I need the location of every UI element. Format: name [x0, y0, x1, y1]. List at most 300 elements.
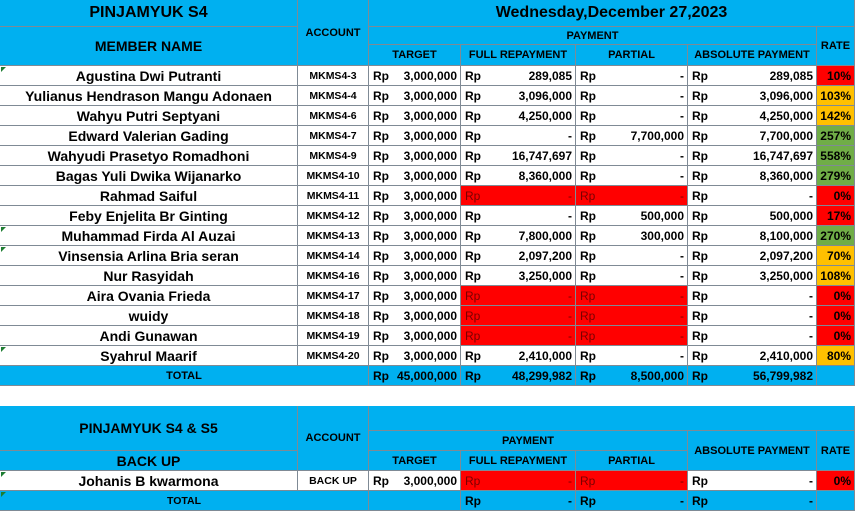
currency-symbol: Rp [373, 208, 389, 223]
backup-sheet-title [0, 406, 298, 451]
backup-total-label [0, 491, 369, 511]
currency-symbol: Rp [580, 208, 596, 223]
currency-symbol: Rp [465, 348, 481, 363]
account-id[interactable] [298, 306, 369, 326]
target-amount[interactable] [369, 326, 461, 346]
currency-symbol: Rp [580, 248, 596, 263]
currency-symbol: Rp [373, 68, 389, 83]
full-repayment-amount[interactable] [461, 226, 576, 246]
cell-comment-marker [1, 227, 6, 232]
currency-symbol: Rp [580, 188, 596, 203]
member-name-text: Rahmad Saiful [99, 187, 198, 204]
amount-value: 48,299,982 [511, 368, 572, 383]
rate-value[interactable] [817, 326, 855, 346]
member-name[interactable] [0, 186, 298, 206]
full-repayment-amount[interactable] [461, 326, 576, 346]
account-id[interactable] [298, 146, 369, 166]
backup-header-band [369, 406, 855, 431]
account-id-text: MKMS4-13 [306, 229, 360, 242]
member-name-text: Feby Enjelita Br Ginting [69, 207, 228, 224]
currency-symbol: Rp [373, 168, 389, 183]
rate-value-text: 279% [820, 168, 851, 183]
rate-value-text: 142% [820, 108, 851, 123]
sheet-title [0, 0, 298, 27]
member-name[interactable] [0, 346, 298, 366]
rate-value-text: 0% [833, 308, 851, 323]
currency-symbol: Rp [580, 348, 596, 363]
rate-value[interactable] [817, 226, 855, 246]
currency-symbol: Rp [692, 148, 708, 163]
account-id-text: MKMS4-10 [306, 169, 360, 182]
account-id-text: MKMS4-11 [306, 189, 360, 202]
currency-symbol: Rp [373, 248, 389, 263]
currency-symbol: Rp [580, 308, 596, 323]
backup-partial-amount[interactable] [576, 471, 688, 491]
currency-symbol: Rp [373, 308, 389, 323]
rate-value[interactable] [817, 166, 855, 186]
account-id[interactable] [298, 286, 369, 306]
member-name-text: Wahyu Putri Septyani [76, 107, 221, 124]
absolute-payment-amount[interactable] [688, 186, 817, 206]
member-name[interactable] [0, 326, 298, 346]
cell-comment-marker [1, 67, 6, 72]
currency-symbol: Rp [580, 108, 596, 123]
member-name-text: Yulianus Hendrason Mangu Adonaen [25, 87, 272, 104]
amount-value: - [568, 328, 572, 343]
currency-symbol: Rp [465, 248, 481, 263]
amount-value: 3,000,000 [403, 148, 457, 163]
member-name-header-text: MEMBER NAME [94, 38, 203, 54]
absolute-payment-header [688, 45, 817, 66]
currency-symbol: Rp [692, 288, 708, 303]
partial-amount[interactable] [576, 246, 688, 266]
target-amount[interactable] [369, 286, 461, 306]
amount-value: - [680, 328, 684, 343]
partial-amount[interactable] [576, 86, 688, 106]
amount-value: 289,085 [769, 68, 813, 83]
full-repayment-amount[interactable] [461, 346, 576, 366]
amount-value: 8,500,000 [630, 368, 684, 383]
rate-value[interactable] [817, 206, 855, 226]
member-name[interactable] [0, 206, 298, 226]
account-id-text: MKMS4-20 [306, 349, 360, 362]
account-id-text: MKMS4-17 [306, 289, 360, 302]
amount-value: - [568, 128, 572, 143]
amount-value: 8,100,000 [759, 228, 813, 243]
member-name[interactable] [0, 286, 298, 306]
rate-header-text: RATE [820, 40, 851, 52]
rate-value-text: 108% [820, 268, 851, 283]
currency-symbol: Rp [580, 128, 596, 143]
absolute-payment-amount[interactable] [688, 326, 817, 346]
account-id-text: MKMS4-3 [309, 69, 357, 82]
rate-value-text: 558% [820, 148, 851, 163]
currency-symbol: Rp [465, 108, 481, 123]
amount-value: 3,000,000 [403, 208, 457, 223]
currency-symbol: Rp [692, 248, 708, 263]
partial-amount[interactable] [576, 326, 688, 346]
report-date [369, 0, 855, 27]
amount-value: - [680, 88, 684, 103]
target-amount[interactable] [369, 346, 461, 366]
amount-value: - [568, 288, 572, 303]
full-repayment-amount[interactable] [461, 246, 576, 266]
currency-symbol: Rp [692, 228, 708, 243]
rate-value[interactable] [817, 66, 855, 86]
account-id-text: MKMS4-9 [309, 149, 357, 162]
member-name-text: Aira Ovania Frieda [86, 287, 211, 304]
currency-symbol: Rp [373, 288, 389, 303]
partial-amount[interactable] [576, 286, 688, 306]
target-amount[interactable] [369, 306, 461, 326]
currency-symbol: Rp [465, 288, 481, 303]
currency-symbol: Rp [692, 368, 708, 383]
rate-value[interactable] [817, 86, 855, 106]
full-repayment-amount[interactable] [461, 266, 576, 286]
amount-value: - [568, 188, 572, 203]
partial-header [576, 45, 688, 66]
backup-total-absolute-payment[interactable] [688, 491, 817, 511]
backup-account-header-text: ACCOUNT [305, 432, 361, 444]
amount-value: 2,097,200 [759, 248, 813, 263]
member-name[interactable] [0, 66, 298, 86]
member-name-text: Wahyudi Prasetyo Romadhoni [47, 147, 250, 164]
currency-symbol: Rp [692, 128, 708, 143]
currency-symbol: Rp [465, 188, 481, 203]
rate-value-text: 17% [826, 208, 851, 223]
amount-value: - [680, 108, 684, 123]
full-repayment-amount[interactable] [461, 126, 576, 146]
currency-symbol: Rp [692, 208, 708, 223]
amount-value: - [568, 308, 572, 323]
rate-value-text: 0% [833, 288, 851, 303]
target-amount[interactable] [369, 86, 461, 106]
target-amount[interactable] [369, 166, 461, 186]
payment-header-text: PAYMENT [566, 29, 619, 42]
full-repayment-amount[interactable] [461, 306, 576, 326]
member-name-header [0, 27, 298, 66]
absolute-payment-amount[interactable] [688, 286, 817, 306]
rate-value[interactable] [817, 106, 855, 126]
target-amount[interactable] [369, 186, 461, 206]
rate-value[interactable] [817, 146, 855, 166]
amount-value: 3,000,000 [403, 228, 457, 243]
full-repayment-header [461, 45, 576, 66]
currency-symbol: Rp [373, 108, 389, 123]
target-amount[interactable] [369, 266, 461, 286]
partial-amount[interactable] [576, 266, 688, 286]
absolute-payment-amount[interactable] [688, 166, 817, 186]
currency-symbol: Rp [373, 348, 389, 363]
rate-value-text: 10% [826, 68, 851, 83]
account-id-text: MKMS4-6 [309, 109, 357, 122]
member-name-text: Muhammad Firda Al Auzai [61, 227, 236, 244]
amount-value: - [809, 308, 813, 323]
total-target[interactable] [369, 366, 461, 386]
currency-symbol: Rp [373, 128, 389, 143]
backup-absolute-payment-amount[interactable] [688, 471, 817, 491]
amount-value: - [680, 493, 684, 508]
absolute-payment-amount[interactable] [688, 106, 817, 126]
member-name[interactable] [0, 86, 298, 106]
account-id-text: MKMS4-14 [306, 249, 360, 262]
partial-amount[interactable] [576, 126, 688, 146]
member-name[interactable] [0, 246, 298, 266]
backup-total-rate [817, 491, 855, 511]
backup-member-name[interactable] [0, 471, 298, 491]
absolute-payment-amount[interactable] [688, 86, 817, 106]
full-repayment-amount[interactable] [461, 206, 576, 226]
currency-symbol: Rp [692, 68, 708, 83]
amount-value: 500,000 [769, 208, 813, 223]
member-name[interactable] [0, 306, 298, 326]
account-id[interactable] [298, 266, 369, 286]
amount-value: 56,799,982 [752, 368, 813, 383]
backup-absolute-payment-header-text: ABSOLUTE PAYMENT [694, 444, 810, 457]
cell-comment-marker [1, 492, 6, 497]
backup-rate-value-text: 0% [833, 473, 851, 488]
account-id[interactable] [298, 246, 369, 266]
cell-comment-marker [1, 247, 6, 252]
cell-comment-marker [1, 472, 6, 477]
amount-value: - [809, 288, 813, 303]
absolute-payment-amount[interactable] [688, 126, 817, 146]
backup-account-id-text: BACK UP [309, 474, 357, 487]
member-name[interactable] [0, 266, 298, 286]
amount-value: 3,250,000 [518, 268, 572, 283]
target-header [369, 45, 461, 66]
absolute-payment-amount[interactable] [688, 266, 817, 286]
member-name[interactable] [0, 166, 298, 186]
partial-amount[interactable] [576, 146, 688, 166]
partial-amount[interactable] [576, 66, 688, 86]
account-id[interactable] [298, 86, 369, 106]
rate-value-text: 80% [826, 348, 851, 363]
rate-value[interactable] [817, 126, 855, 146]
amount-value: 3,000,000 [403, 288, 457, 303]
backup-target-amount[interactable] [369, 471, 461, 491]
amount-value: - [680, 308, 684, 323]
target-header-text: TARGET [392, 49, 437, 61]
partial-amount[interactable] [576, 186, 688, 206]
partial-amount[interactable] [576, 226, 688, 246]
full-repayment-header-text: FULL REPAYMENT [468, 49, 568, 61]
member-name-text: Bagas Yuli Dwika Wijanarko [55, 167, 242, 184]
backup-member-name-text: Johanis B kwarmona [78, 472, 219, 489]
account-id[interactable] [298, 66, 369, 86]
target-amount[interactable] [369, 246, 461, 266]
member-name[interactable] [0, 146, 298, 166]
total-label [0, 366, 369, 386]
account-id[interactable] [298, 226, 369, 246]
backup-sheet-title-text: PINJAMYUK S4 & S5 [79, 420, 218, 436]
partial-amount[interactable] [576, 106, 688, 126]
total-full-repayment[interactable] [461, 366, 576, 386]
currency-symbol: Rp [692, 108, 708, 123]
currency-symbol: Rp [580, 288, 596, 303]
target-amount[interactable] [369, 226, 461, 246]
currency-symbol: Rp [373, 88, 389, 103]
backup-total-target [369, 491, 461, 511]
backup-full-repayment-amount[interactable] [461, 471, 576, 491]
absolute-payment-amount[interactable] [688, 66, 817, 86]
account-id-text: MKMS4-19 [306, 329, 360, 342]
backup-total-full-repayment[interactable] [461, 491, 576, 511]
currency-symbol: Rp [692, 348, 708, 363]
account-id[interactable] [298, 126, 369, 146]
currency-symbol: Rp [580, 328, 596, 343]
rate-value[interactable] [817, 246, 855, 266]
amount-value: 2,410,000 [759, 348, 813, 363]
partial-amount[interactable] [576, 346, 688, 366]
member-name-text: Edward Valerian Gading [68, 127, 229, 144]
amount-value: 7,800,000 [518, 228, 572, 243]
member-name[interactable] [0, 126, 298, 146]
amount-value: - [809, 188, 813, 203]
target-amount[interactable] [369, 146, 461, 166]
currency-symbol: Rp [465, 308, 481, 323]
full-repayment-amount[interactable] [461, 86, 576, 106]
cell-comment-marker [1, 347, 6, 352]
backup-absolute-payment-header [688, 431, 817, 471]
partial-header-text: PARTIAL [608, 49, 655, 61]
member-name[interactable] [0, 106, 298, 126]
amount-value: 7,700,000 [759, 128, 813, 143]
amount-value: 3,000,000 [403, 308, 457, 323]
rate-value[interactable] [817, 186, 855, 206]
absolute-payment-amount[interactable] [688, 206, 817, 226]
rate-value-text: 270% [820, 228, 851, 243]
currency-symbol: Rp [580, 473, 596, 488]
amount-value: 300,000 [640, 228, 684, 243]
rate-value-text: 70% [826, 248, 851, 263]
currency-symbol: Rp [465, 268, 481, 283]
account-id[interactable] [298, 346, 369, 366]
currency-symbol: Rp [580, 68, 596, 83]
account-id[interactable] [298, 166, 369, 186]
backup-account-header [298, 406, 369, 471]
member-name-text: Syahrul Maarif [100, 347, 197, 364]
amount-value: 3,000,000 [403, 268, 457, 283]
total-label-text: TOTAL [166, 369, 202, 382]
account-id[interactable] [298, 326, 369, 346]
backup-partial-header-text: PARTIAL [608, 454, 655, 467]
absolute-payment-amount[interactable] [688, 306, 817, 326]
absolute-payment-amount[interactable] [688, 346, 817, 366]
full-repayment-amount[interactable] [461, 106, 576, 126]
rate-value[interactable] [817, 346, 855, 366]
rate-value[interactable] [817, 306, 855, 326]
amount-value: 3,250,000 [759, 268, 813, 283]
currency-symbol: Rp [465, 328, 481, 343]
amount-value: 3,000,000 [403, 188, 457, 203]
currency-symbol: Rp [692, 308, 708, 323]
amount-value: - [568, 493, 572, 508]
full-repayment-amount[interactable] [461, 186, 576, 206]
target-amount[interactable] [369, 206, 461, 226]
backup-full-repayment-header-text: FULL REPAYMENT [468, 454, 568, 467]
sheet-title-text: PINJAMYUK S4 [89, 4, 208, 21]
account-id-text: MKMS4-18 [306, 309, 360, 322]
amount-value: - [809, 493, 813, 508]
amount-value: 2,097,200 [518, 248, 572, 263]
backup-up-header-text: BACK UP [116, 452, 181, 469]
full-repayment-amount[interactable] [461, 146, 576, 166]
account-id[interactable] [298, 106, 369, 126]
account-id-text: MKMS4-16 [306, 269, 360, 282]
backup-payment-header-text: PAYMENT [502, 434, 554, 447]
currency-symbol: Rp [692, 268, 708, 283]
partial-amount[interactable] [576, 306, 688, 326]
currency-symbol: Rp [465, 493, 481, 508]
rate-value-text: 0% [833, 188, 851, 203]
backup-total-partial[interactable] [576, 491, 688, 511]
partial-amount[interactable] [576, 166, 688, 186]
member-name[interactable] [0, 226, 298, 246]
amount-value: 3,000,000 [403, 348, 457, 363]
amount-value: 3,000,000 [403, 473, 457, 488]
backup-account-id[interactable] [298, 471, 369, 491]
currency-symbol: Rp [580, 368, 596, 383]
currency-symbol: Rp [692, 473, 708, 488]
absolute-payment-amount[interactable] [688, 146, 817, 166]
backup-rate-value[interactable] [817, 471, 855, 491]
amount-value: 3,096,000 [518, 88, 572, 103]
total-absolute-payment[interactable] [688, 366, 817, 386]
backup-full-repayment-header [461, 451, 576, 471]
amount-value: 16,747,697 [752, 148, 813, 163]
account-id[interactable] [298, 206, 369, 226]
report-date-text: Wednesday,December 27,2023 [495, 4, 728, 21]
account-header-text: ACCOUNT [305, 26, 361, 39]
total-rate [817, 366, 855, 386]
amount-value: 3,000,000 [403, 68, 457, 83]
rate-value[interactable] [817, 266, 855, 286]
target-amount[interactable] [369, 126, 461, 146]
absolute-payment-header-text: ABSOLUTE PAYMENT [694, 49, 810, 61]
amount-value: 4,250,000 [518, 108, 572, 123]
account-id[interactable] [298, 186, 369, 206]
rate-value[interactable] [817, 286, 855, 306]
amount-value: - [680, 168, 684, 183]
backup-target-header [369, 451, 461, 471]
currency-symbol: Rp [465, 208, 481, 223]
currency-symbol: Rp [692, 188, 708, 203]
amount-value: 289,085 [528, 68, 572, 83]
currency-symbol: Rp [465, 473, 481, 488]
member-name-text: Agustina Dwi Putranti [75, 67, 222, 84]
partial-amount[interactable] [576, 206, 688, 226]
amount-value: 8,360,000 [518, 168, 572, 183]
amount-value: 8,360,000 [759, 168, 813, 183]
amount-value: 7,700,000 [630, 128, 684, 143]
rate-value-text: 0% [833, 328, 851, 343]
currency-symbol: Rp [465, 368, 481, 383]
full-repayment-amount[interactable] [461, 286, 576, 306]
absolute-payment-amount[interactable] [688, 246, 817, 266]
full-repayment-amount[interactable] [461, 66, 576, 86]
total-partial[interactable] [576, 366, 688, 386]
currency-symbol: Rp [373, 328, 389, 343]
amount-value: - [568, 208, 572, 223]
full-repayment-amount[interactable] [461, 166, 576, 186]
amount-value: - [680, 248, 684, 263]
amount-value: - [568, 473, 572, 488]
target-amount[interactable] [369, 66, 461, 86]
target-amount[interactable] [369, 106, 461, 126]
currency-symbol: Rp [692, 88, 708, 103]
absolute-payment-amount[interactable] [688, 226, 817, 246]
